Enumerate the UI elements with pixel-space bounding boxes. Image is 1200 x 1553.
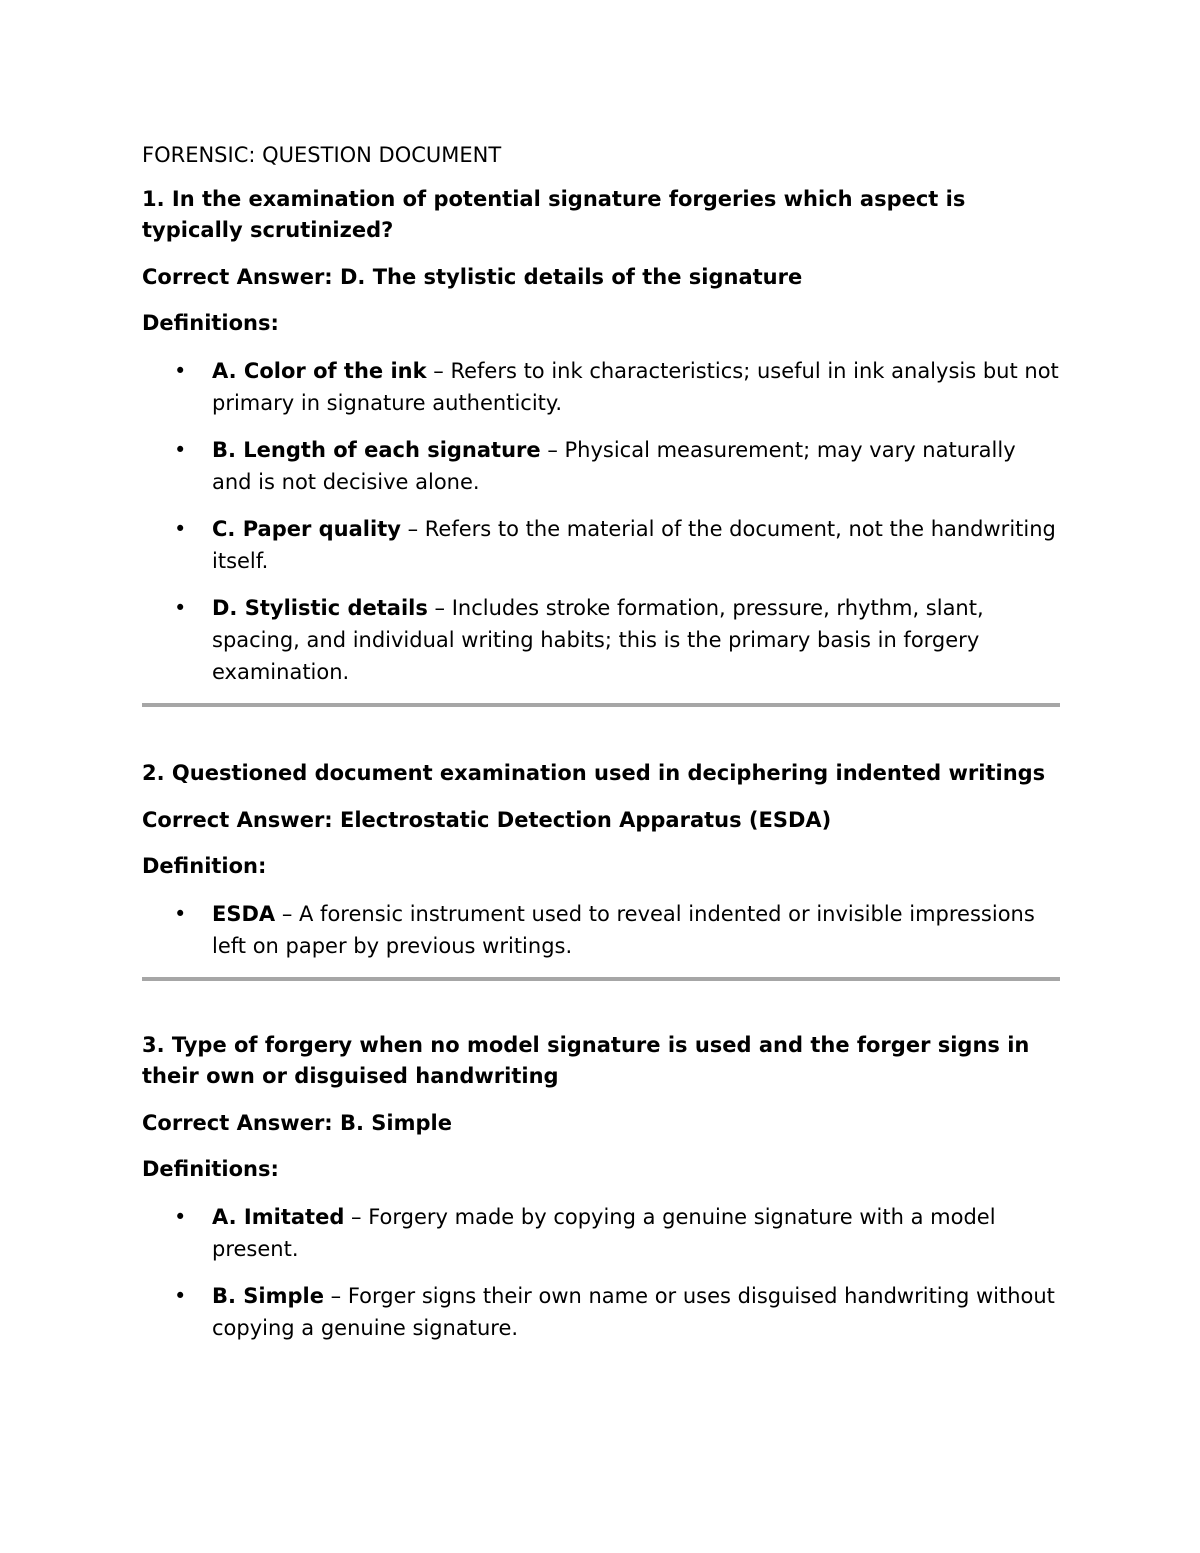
section-divider <box>142 703 1060 707</box>
definition-text: – Physical measurement; may vary naturally and is not decisive alone. <box>212 438 1016 494</box>
question-text: 2. Questioned document examination used in deciphering indented writings <box>142 761 1046 785</box>
correct-answer: Correct Answer: Electrostatic Detection Apparatus (ESDA) <box>142 808 832 832</box>
definition-text: – Forgery made by copying a genuine signature with a model present. <box>212 1205 996 1261</box>
document-page <box>142 140 1060 1359</box>
definitions-list <box>142 355 1060 688</box>
bullet-icon: • <box>174 438 187 462</box>
definition-term: B. Simple <box>212 1284 324 1308</box>
bullet-icon: • <box>174 902 187 926</box>
definition-text: – Includes stroke formation, pressure, rhythm, slant, spacing, and individual writing habits; this is the primary basis in forgery examination. <box>212 596 984 684</box>
bullet-icon: • <box>174 517 187 541</box>
definition-term: A. Color of the ink <box>212 359 427 383</box>
definition-term: ESDA <box>212 902 276 926</box>
definition-term: B. Length of each signature <box>212 438 541 462</box>
question-section-3 <box>142 1030 1060 1344</box>
definition-term: A. Imitated <box>212 1205 345 1229</box>
definitions-heading: Definition: <box>142 854 267 878</box>
definition-term: D. Stylistic details <box>212 596 428 620</box>
bullet-icon: • <box>174 1284 187 1308</box>
definition-text: – A forensic instrument used to reveal indented or invisible impressions left on paper by previous writings. <box>212 902 1035 958</box>
correct-answer: Correct Answer: B. Simple <box>142 1111 452 1135</box>
question-section-1 <box>142 184 1060 707</box>
bullet-icon: • <box>174 1205 187 1229</box>
bullet-icon: • <box>174 596 187 620</box>
document-title: FORENSIC: QUESTION DOCUMENT <box>142 143 502 167</box>
question-text: 3. Type of forgery when no model signature is used and the forger signs in their own or disguised handwriting <box>142 1033 1030 1088</box>
definition-text: – Refers to ink characteristics; useful in ink analysis but not primary in signature authenticity. <box>212 359 1059 415</box>
definition-item <box>142 434 1060 498</box>
definitions-heading: Definitions: <box>142 1157 279 1181</box>
definition-text: – Refers to the material of the document, not the handwriting itself. <box>212 517 1056 573</box>
section-divider <box>142 977 1060 981</box>
definition-item <box>142 592 1060 688</box>
bullet-icon: • <box>174 359 187 383</box>
definitions-list <box>142 1201 1060 1344</box>
definition-item <box>142 1280 1060 1344</box>
definition-item <box>142 898 1060 962</box>
definition-item <box>142 1201 1060 1265</box>
definitions-heading: Definitions: <box>142 311 279 335</box>
question-text: 1. In the examination of potential signature forgeries which aspect is typically scrutinized? <box>142 187 966 242</box>
correct-answer: Correct Answer: D. The stylistic details of the signature <box>142 265 803 289</box>
definition-text: – Forger signs their own name or uses disguised handwriting without copying a genuine signature. <box>212 1284 1055 1340</box>
definition-item <box>142 513 1060 577</box>
definition-term: C. Paper quality <box>212 517 401 541</box>
definition-item <box>142 355 1060 419</box>
definitions-list <box>142 898 1060 962</box>
question-section-2 <box>142 758 1060 981</box>
